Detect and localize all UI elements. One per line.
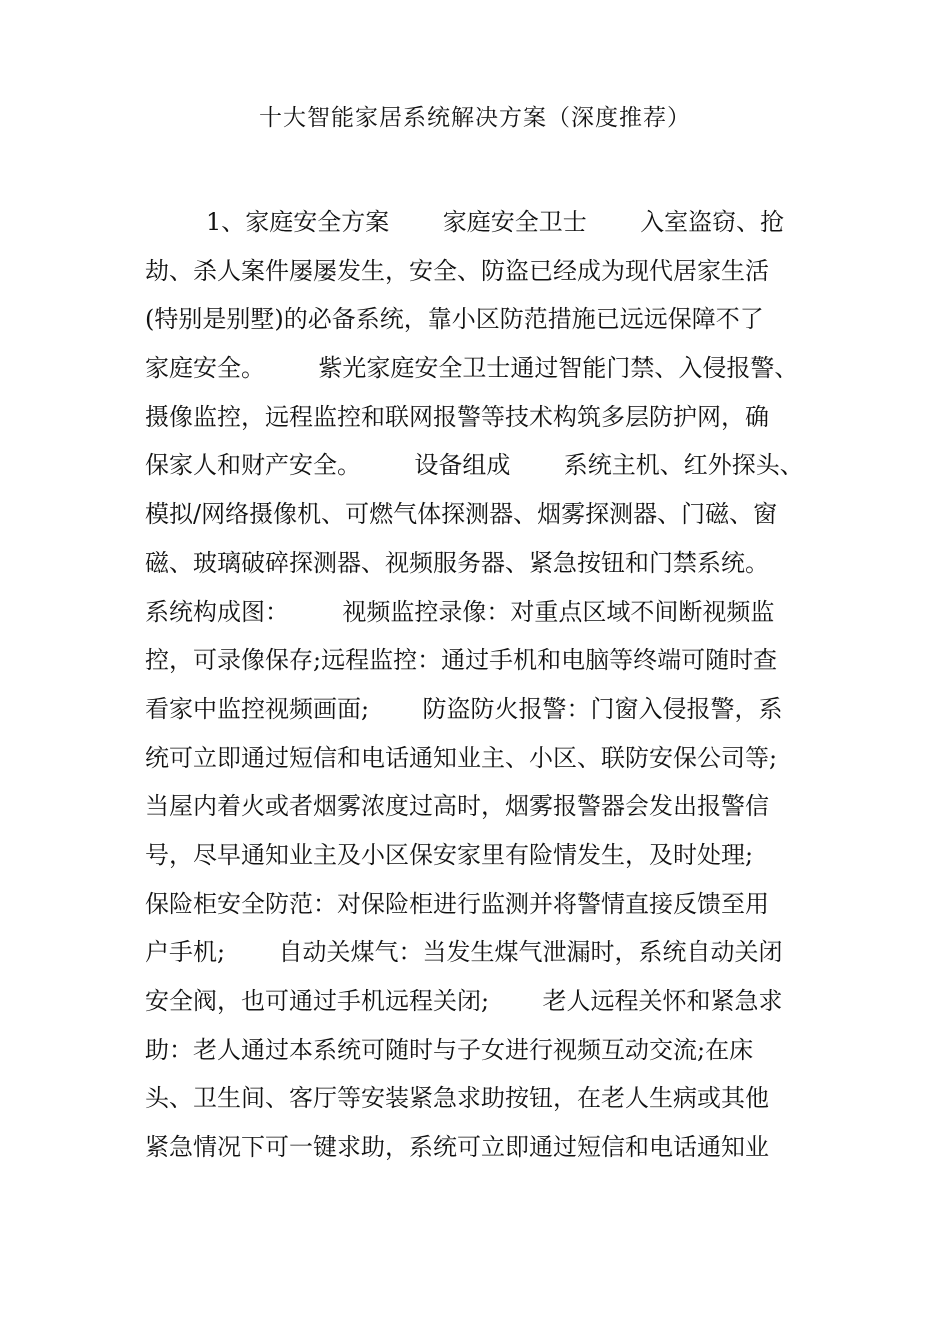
body-line: 户手机; 自动关煤气：当发生煤气泄漏时，系统自动关闭 — [145, 938, 783, 967]
body-line: 保家人和财产安全。 设备组成 系统主机、红外探头、 — [145, 451, 804, 480]
body-line: 系统构成图： 视频监控录像：对重点区域不间断视频监 — [145, 597, 775, 626]
body-line: 摄像监控，远程监控和联网报警等技术构筑多层防护网，确 — [145, 402, 769, 431]
body-line: 号，尽早通知业主及小区保安家里有险情发生，及时处理; — [145, 840, 754, 869]
body-line: 模拟/网络摄像机、可燃气体探测器、烟雾探测器、门磁、窗 — [145, 500, 778, 529]
body-line: 紧急情况下可一键求助，系统可立即通过短信和电话通知业 — [145, 1133, 769, 1162]
body-line: 磁、玻璃破碎探测器、视频服务器、紧急按钮和门禁系统。 — [145, 548, 769, 577]
body-line: 头、卫生间、客厅等安装紧急求助按钮，在老人生病或其他 — [145, 1084, 769, 1113]
body-line: 看家中监控视频画面; 防盗防火报警：门窗入侵报警，系 — [145, 694, 783, 723]
body-line: 统可立即通过短信和电话通知业主、小区、联防安保公司等; — [145, 743, 778, 772]
body-line: 家庭安全。 紫光家庭安全卫士通过智能门禁、入侵报警、 — [145, 354, 799, 383]
body-line: 1、家庭安全方案 家庭安全卫士 入室盗窃、抢 — [145, 208, 785, 236]
body-line: 控，可录像保存;远程监控：通过手机和电脑等终端可随时查 — [145, 646, 778, 675]
body-line: 助：老人通过本系统可随时与子女进行视频互动交流;在床 — [145, 1035, 754, 1064]
body-line: 劫、杀人案件屡屡发生，安全、防盗已经成为现代居家生活 — [145, 256, 769, 285]
document-body — [145, 198, 810, 1172]
body-line: 当屋内着火或者烟雾浓度过高时，烟雾报警器会发出报警信 — [145, 792, 769, 821]
body-line: 安全阀，也可通过手机远程关闭; 老人远程关怀和紧急求 — [145, 987, 783, 1015]
document-title: 十大智能家居系统解决方案（深度推荐） — [259, 105, 691, 131]
body-line: (特别是别墅)的必备系统，靠小区防范措施已远远保障不了 — [145, 305, 764, 334]
body-line: 保险柜安全防范：对保险柜进行监测并将警情直接反馈至用 — [145, 889, 769, 918]
